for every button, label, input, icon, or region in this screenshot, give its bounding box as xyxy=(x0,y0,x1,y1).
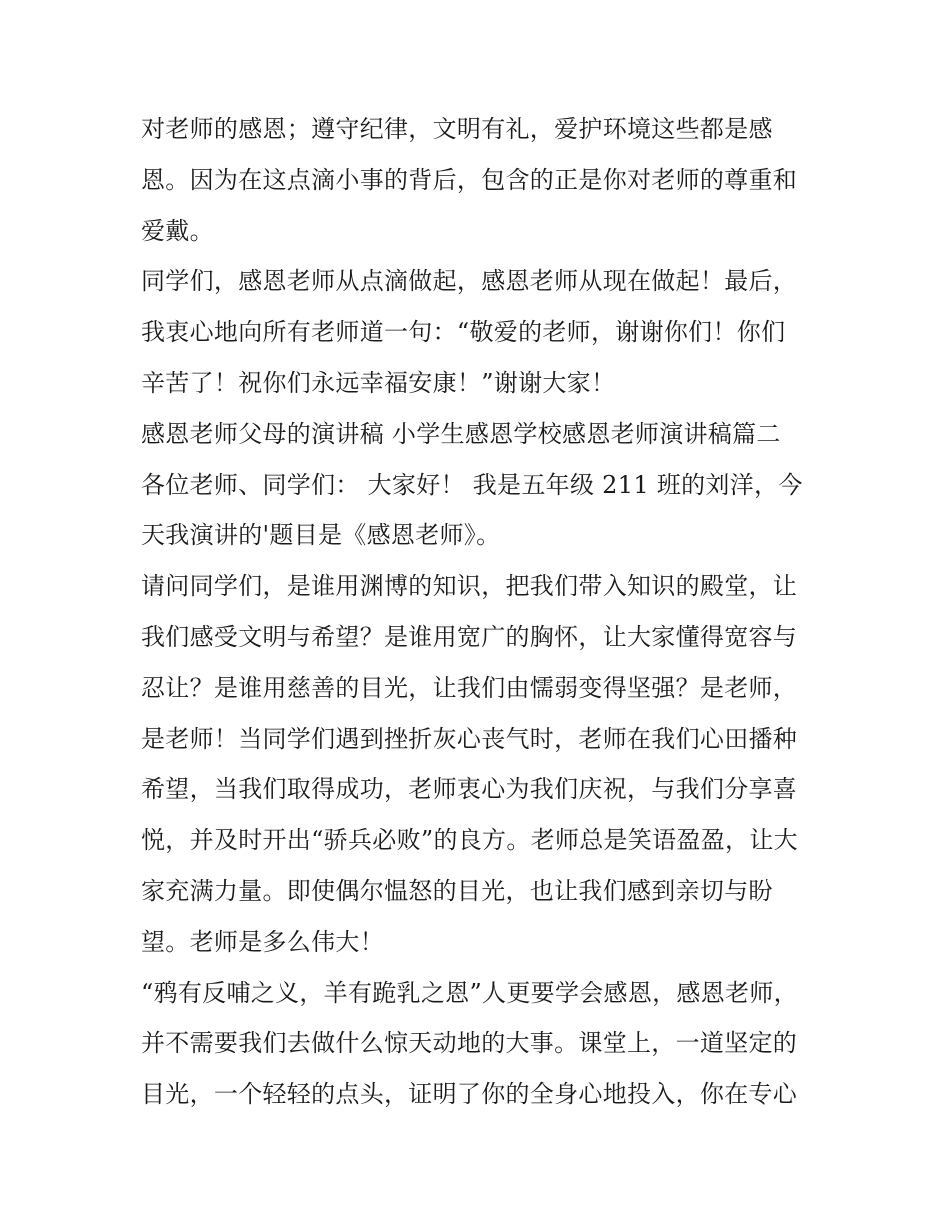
text-line: 恩。因为在这点滴小事的背后，包含的正是你对老师的尊重和 xyxy=(141,165,798,194)
text-line: 望。老师是多么伟大！ xyxy=(141,927,384,956)
speech-text-body xyxy=(141,104,821,1120)
text-line: 目光，一个轻轻的点头，证明了你的全身心地投入，你在专心 xyxy=(141,1080,798,1109)
text-line: 各位老师、同学们： 大家好！ 我是五年级 211 班的刘洋，今 xyxy=(141,470,803,499)
text-line: 悦，并及时开出“骄兵必败”的良方。老师总是笑语盈盈，让大 xyxy=(141,826,798,855)
text-line: 我们感受文明与希望？是谁用宽广的胸怀，让大家懂得宽容与 xyxy=(141,622,798,651)
text-line: 是老师！当同学们遇到挫折灰心丧气时，老师在我们心田播种 xyxy=(141,724,798,753)
text-line: 辛苦了！祝你们永远幸福安康！”谢谢大家！ xyxy=(141,368,616,397)
text-line: 对老师的感恩；遵守纪律，文明有礼，爱护环境这些都是感 xyxy=(141,115,773,143)
text-line: 同学们，感恩老师从点滴做起，感恩老师从现在做起！最后， xyxy=(141,267,798,296)
text-line: 并不需要我们去做什么惊天动地的大事。课堂上，一道坚定的 xyxy=(141,1029,798,1058)
text-line: 天我演讲的'题目是《感恩老师》。 xyxy=(141,521,501,550)
text-line: 我衷心地向所有老师道一句：“敬爱的老师，谢谢你们！你们 xyxy=(141,318,786,347)
section-heading-line: 感恩老师父母的演讲稿 小学生感恩学校感恩老师演讲稿篇二 xyxy=(141,419,781,448)
text-line: 爱戴。 xyxy=(141,216,214,245)
text-line: 家充满力量。即使偶尔愠怒的目光，也让我们感到亲切与盼 xyxy=(141,876,773,905)
text-line: “鸦有反哺之义，羊有跪乳之恩”人更要学会感恩，感恩老师， xyxy=(141,978,798,1007)
text-line: 希望，当我们取得成功，老师衷心为我们庆祝，与我们分享喜 xyxy=(141,775,798,804)
text-line: 请问同学们，是谁用渊博的知识，把我们带入知识的殿堂，让 xyxy=(141,572,798,601)
text-line: 忍让？是谁用慈善的目光，让我们由懦弱变得坚强？是老师， xyxy=(141,673,798,702)
